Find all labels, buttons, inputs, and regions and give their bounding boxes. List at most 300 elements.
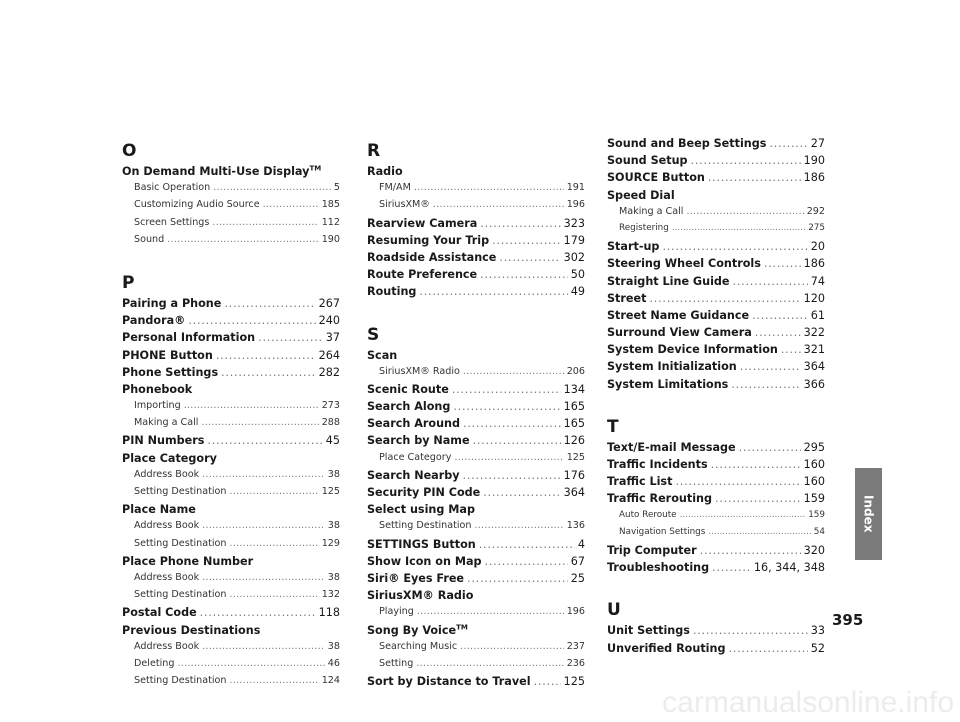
entry-title bbox=[367, 624, 468, 637]
entry-title bbox=[607, 458, 708, 471]
dot-leader bbox=[769, 137, 807, 150]
page-reference: 165 bbox=[563, 417, 585, 431]
index-entry bbox=[607, 171, 825, 188]
section-spacer bbox=[607, 578, 825, 596]
index-subentry bbox=[122, 572, 340, 589]
entry-title-text: Personal Information bbox=[122, 331, 256, 345]
entry-title bbox=[367, 555, 482, 568]
entry-title-text: Start-up bbox=[607, 240, 660, 254]
page-reference: 125 bbox=[563, 675, 585, 689]
entry-title-text: Resuming Your Trip bbox=[367, 233, 490, 247]
page-reference: 364 bbox=[563, 486, 585, 499]
page-reference: 16, 344, 348 bbox=[753, 561, 825, 575]
entry-title-text: Setting Destination bbox=[134, 486, 227, 497]
entry-title bbox=[367, 251, 496, 264]
index-subentry bbox=[607, 527, 825, 544]
entry-title bbox=[134, 234, 164, 245]
entry-title bbox=[134, 658, 174, 669]
entry-title bbox=[134, 641, 199, 652]
index-entry bbox=[607, 137, 825, 154]
page-reference: 322 bbox=[803, 326, 825, 340]
index-heading bbox=[122, 555, 340, 572]
index-entry bbox=[607, 240, 825, 257]
dot-leader bbox=[739, 441, 801, 454]
index-heading bbox=[122, 383, 340, 400]
dot-leader bbox=[649, 292, 800, 305]
entry-title bbox=[379, 199, 430, 210]
entry-title bbox=[379, 520, 471, 531]
dot-leader bbox=[216, 349, 316, 362]
entry-title-text: Address Book bbox=[134, 571, 200, 583]
entry-title-text: SOURCE Button bbox=[607, 171, 705, 185]
dot-leader bbox=[731, 378, 800, 391]
entry-title-text: Search Around bbox=[367, 417, 461, 431]
dot-leader bbox=[480, 268, 568, 281]
index-entry bbox=[367, 251, 585, 268]
page-reference: 292 bbox=[806, 205, 825, 217]
entry-title-text: Security PIN Code bbox=[367, 486, 481, 499]
entry-title bbox=[122, 606, 197, 619]
index-heading bbox=[367, 165, 585, 182]
entry-title bbox=[134, 486, 226, 497]
index-entry bbox=[607, 292, 825, 309]
entry-title-text: Show Icon on Map bbox=[367, 554, 482, 568]
entry-title-text: Place Name bbox=[122, 503, 196, 517]
page-reference: 125 bbox=[566, 451, 585, 463]
entry-title-text: Radio bbox=[367, 165, 403, 178]
index-subentry bbox=[122, 469, 340, 486]
entry-title-text: Making a Call bbox=[134, 417, 199, 429]
page-reference: 38 bbox=[327, 640, 340, 652]
index-entry bbox=[122, 297, 340, 314]
entry-title-text: Speed Dial bbox=[607, 188, 675, 202]
index-column-1 bbox=[122, 137, 340, 692]
entry-title bbox=[367, 503, 475, 516]
entry-title bbox=[607, 492, 712, 505]
dot-leader bbox=[700, 544, 801, 557]
page-reference: 320 bbox=[803, 543, 825, 557]
section-spacer bbox=[367, 303, 585, 321]
dot-leader bbox=[691, 154, 801, 167]
entry-title bbox=[379, 641, 457, 652]
dot-leader bbox=[229, 589, 318, 600]
entry-title-text: Registering bbox=[619, 222, 669, 233]
dot-leader bbox=[662, 240, 807, 253]
entry-title bbox=[134, 182, 210, 193]
page-reference: 186 bbox=[803, 257, 825, 271]
entry-title bbox=[367, 469, 460, 482]
dot-leader bbox=[708, 171, 801, 184]
entry-title bbox=[122, 349, 213, 362]
entry-title-text: Steering Wheel Controls bbox=[607, 257, 761, 271]
index-heading bbox=[367, 589, 585, 606]
entry-title-text: Setting bbox=[379, 657, 414, 669]
index-entry bbox=[607, 475, 825, 492]
dot-leader bbox=[258, 331, 323, 344]
index-entry bbox=[122, 314, 340, 331]
dot-leader bbox=[755, 326, 801, 339]
entry-title-text: Navigation Settings bbox=[619, 526, 706, 537]
dot-leader bbox=[202, 469, 325, 480]
page-reference: 196 bbox=[566, 199, 585, 211]
page-reference: 4 bbox=[577, 537, 585, 551]
entry-title-text: Address Book bbox=[134, 640, 200, 652]
index-entry bbox=[122, 606, 340, 623]
dot-leader bbox=[202, 641, 325, 652]
index-heading bbox=[122, 452, 340, 469]
entry-title bbox=[367, 486, 480, 499]
index-heading bbox=[122, 503, 340, 520]
dot-leader bbox=[499, 251, 560, 264]
entry-title-text: Song By Voice bbox=[367, 623, 457, 637]
entry-title bbox=[134, 417, 198, 428]
dot-leader bbox=[414, 182, 564, 193]
entry-title-text: SiriusXM® bbox=[379, 199, 430, 211]
entry-title-text: Route Preference bbox=[367, 268, 478, 282]
page-reference: 176 bbox=[563, 468, 585, 482]
entry-title bbox=[607, 343, 778, 356]
page-reference: 196 bbox=[566, 606, 585, 618]
index-subentry bbox=[122, 182, 340, 199]
index-entry bbox=[367, 285, 585, 302]
page-reference: 288 bbox=[321, 417, 340, 429]
index-subentry bbox=[367, 182, 585, 199]
page-reference: 185 bbox=[321, 199, 340, 211]
entry-title bbox=[367, 349, 397, 362]
entry-title bbox=[122, 331, 255, 344]
entry-title-text: Making a Call bbox=[619, 205, 684, 217]
entry-title-text: Phone Settings bbox=[122, 365, 219, 379]
page-reference: 191 bbox=[566, 182, 585, 194]
index-heading bbox=[367, 503, 585, 520]
page-reference: 129 bbox=[321, 537, 340, 549]
page-reference: 160 bbox=[803, 458, 825, 471]
entry-title bbox=[607, 360, 737, 373]
entry-title-text: Auto Reroute bbox=[619, 509, 677, 520]
dot-leader bbox=[715, 492, 801, 505]
entry-title-text: Traffic List bbox=[607, 475, 673, 489]
index-subentry bbox=[367, 520, 585, 537]
dot-leader bbox=[416, 658, 563, 669]
page-reference: 46 bbox=[327, 657, 340, 669]
index-subentry bbox=[122, 641, 340, 658]
entry-title-text: Scan bbox=[367, 348, 398, 362]
dot-leader bbox=[463, 366, 564, 377]
dot-leader bbox=[224, 297, 315, 310]
index-heading bbox=[367, 624, 585, 641]
entry-title-text: Straight Line Guide bbox=[607, 274, 730, 288]
entry-title bbox=[607, 275, 730, 288]
entry-title bbox=[134, 469, 199, 480]
entry-title-text: Customizing Audio Source bbox=[134, 199, 260, 211]
index-subentry bbox=[122, 658, 340, 675]
page-reference: 38 bbox=[327, 520, 340, 532]
index-entry bbox=[367, 434, 585, 451]
dot-leader bbox=[693, 624, 808, 637]
entry-title bbox=[367, 217, 477, 230]
index-entry bbox=[607, 326, 825, 343]
entry-title bbox=[619, 527, 705, 537]
entry-title-text: Routing bbox=[367, 285, 417, 299]
index-entry bbox=[607, 378, 825, 395]
entry-title-text: Searching Music bbox=[379, 640, 458, 652]
index-entry bbox=[122, 366, 340, 383]
entry-title bbox=[619, 223, 669, 233]
index-tab-label: Index bbox=[861, 495, 876, 533]
index-entry bbox=[367, 486, 585, 503]
entry-title bbox=[607, 642, 726, 655]
dot-leader bbox=[229, 675, 318, 686]
dot-leader bbox=[212, 217, 318, 228]
entry-title bbox=[619, 206, 683, 217]
page-reference: 38 bbox=[327, 571, 340, 583]
entry-title bbox=[607, 441, 736, 454]
section-letter: P bbox=[122, 272, 135, 293]
dot-leader bbox=[467, 572, 568, 585]
page-reference: 118 bbox=[318, 606, 340, 620]
page-reference: 323 bbox=[563, 216, 585, 230]
dot-leader bbox=[184, 400, 319, 411]
index-entry bbox=[607, 343, 825, 360]
entry-title-text: Sort by Distance to Travel bbox=[367, 675, 531, 689]
dot-leader bbox=[454, 452, 563, 463]
page-reference: 38 bbox=[327, 468, 340, 480]
entry-title-text: Address Book bbox=[134, 520, 200, 532]
entry-title bbox=[607, 137, 766, 150]
index-subentry bbox=[122, 675, 340, 692]
page-reference: 120 bbox=[803, 291, 825, 305]
entry-title bbox=[607, 171, 705, 184]
entry-title bbox=[607, 257, 761, 270]
index-subentry bbox=[122, 538, 340, 555]
page-reference: 190 bbox=[803, 154, 825, 168]
entry-title-text: Setting Destination bbox=[134, 589, 227, 601]
page-reference: 165 bbox=[563, 400, 585, 414]
dot-leader bbox=[473, 434, 561, 447]
entry-title bbox=[607, 624, 690, 637]
entry-title bbox=[367, 165, 403, 178]
page-reference: 37 bbox=[325, 331, 340, 345]
page-reference: 126 bbox=[563, 434, 585, 448]
entry-title-text: PIN Numbers bbox=[122, 434, 205, 448]
section-letter: T bbox=[607, 416, 619, 437]
index-entry bbox=[367, 469, 585, 486]
dot-leader bbox=[188, 314, 315, 327]
entry-title-text: System Device Information bbox=[607, 343, 778, 357]
page-reference: 273 bbox=[321, 400, 340, 412]
index-entry bbox=[607, 561, 825, 578]
index-subentry bbox=[367, 199, 585, 216]
entry-title bbox=[367, 538, 476, 551]
entry-title-text: Screen Settings bbox=[134, 216, 210, 228]
index-entry bbox=[367, 383, 585, 400]
entry-title-text: Siri® Eyes Free bbox=[367, 571, 465, 585]
entry-title bbox=[367, 400, 450, 413]
entry-title bbox=[134, 572, 199, 583]
index-subentry bbox=[122, 417, 340, 434]
page-reference: 27 bbox=[810, 137, 825, 150]
dot-leader bbox=[534, 675, 561, 688]
entry-title-text: Troubleshooting bbox=[607, 561, 710, 575]
entry-title bbox=[379, 366, 460, 377]
entry-title-text: Place Phone Number bbox=[122, 554, 254, 568]
page-reference: 302 bbox=[563, 250, 585, 264]
entry-title bbox=[607, 475, 672, 488]
entry-title bbox=[134, 675, 226, 686]
index-column-2 bbox=[367, 137, 585, 692]
page-reference: 124 bbox=[321, 675, 340, 687]
entry-title bbox=[134, 217, 209, 228]
dot-leader bbox=[200, 606, 316, 619]
entry-title-text: Text/E-mail Message bbox=[607, 440, 736, 454]
page-reference: 236 bbox=[566, 657, 585, 669]
entry-title-text: Importing bbox=[134, 400, 181, 412]
entry-title-text: Search Nearby bbox=[367, 468, 460, 482]
entry-title bbox=[367, 417, 460, 430]
page-reference: 275 bbox=[808, 222, 825, 233]
index-entry bbox=[367, 572, 585, 589]
dot-leader bbox=[213, 182, 331, 193]
index-subentry bbox=[367, 452, 585, 469]
index-entry bbox=[607, 309, 825, 326]
index-entry bbox=[607, 360, 825, 377]
dot-leader bbox=[229, 538, 318, 549]
entry-title bbox=[122, 165, 321, 178]
index-subentry bbox=[122, 199, 340, 216]
page-reference: 240 bbox=[318, 314, 340, 328]
entry-title-text: On Demand Multi-Use Display bbox=[122, 165, 310, 178]
page-reference: 159 bbox=[808, 509, 825, 520]
page-reference: 125 bbox=[321, 486, 340, 497]
dot-leader bbox=[764, 257, 801, 270]
entry-title-text: Sound and Beep Settings bbox=[607, 137, 767, 150]
dot-leader bbox=[201, 417, 318, 428]
entry-title bbox=[122, 624, 260, 637]
entry-title bbox=[607, 189, 675, 202]
page-reference: 206 bbox=[566, 365, 585, 377]
page-reference: 160 bbox=[803, 475, 825, 489]
page-reference: 33 bbox=[810, 624, 825, 638]
entry-title bbox=[379, 182, 411, 193]
dot-leader bbox=[463, 417, 561, 430]
page-reference: 134 bbox=[563, 382, 585, 396]
dot-leader bbox=[672, 223, 805, 233]
entry-title-text: Previous Destinations bbox=[122, 623, 261, 637]
page-reference: 74 bbox=[810, 274, 825, 288]
dot-leader bbox=[485, 555, 568, 568]
index-entry bbox=[367, 675, 585, 692]
entry-title bbox=[367, 234, 489, 247]
index-entry bbox=[367, 538, 585, 555]
entry-title bbox=[122, 555, 253, 568]
index-subentry bbox=[122, 520, 340, 537]
entry-title bbox=[607, 309, 749, 322]
entry-title bbox=[367, 589, 473, 602]
index-subentry bbox=[367, 641, 585, 658]
entry-title-text: Deleting bbox=[134, 657, 175, 669]
index-entry bbox=[367, 234, 585, 251]
entry-title bbox=[379, 452, 451, 463]
entry-title-text: Setting Destination bbox=[379, 520, 472, 532]
entry-title-text: SETTINGS Button bbox=[367, 537, 476, 551]
entry-title-text: Pairing a Phone bbox=[122, 296, 222, 310]
entry-title-text: Select using Map bbox=[367, 503, 475, 517]
page-reference: 25 bbox=[570, 571, 585, 585]
page-reference: 5 bbox=[333, 182, 340, 194]
dot-leader bbox=[202, 572, 325, 583]
index-entry bbox=[122, 434, 340, 451]
index-entry bbox=[367, 217, 585, 234]
entry-title bbox=[367, 434, 470, 447]
index-entry bbox=[367, 400, 585, 417]
entry-title bbox=[367, 675, 531, 688]
dot-leader bbox=[729, 642, 808, 655]
entry-title bbox=[607, 544, 697, 557]
entry-title bbox=[619, 510, 677, 520]
page-reference: 364 bbox=[803, 360, 825, 374]
entry-title bbox=[607, 240, 659, 253]
index-subentry bbox=[122, 234, 340, 251]
entry-title-text: Address Book bbox=[134, 468, 200, 480]
dot-leader bbox=[417, 606, 564, 617]
index-entry bbox=[122, 349, 340, 366]
entry-title bbox=[134, 400, 181, 411]
index-entry bbox=[607, 492, 825, 509]
section-spacer bbox=[122, 251, 340, 269]
section-letter: S bbox=[367, 324, 380, 345]
page-reference: 45 bbox=[325, 434, 340, 448]
entry-title-text: Street Name Guidance bbox=[607, 308, 750, 322]
page-reference: 267 bbox=[318, 296, 340, 310]
index-entry bbox=[607, 275, 825, 292]
dot-leader bbox=[433, 199, 564, 210]
entry-title bbox=[379, 606, 414, 617]
entry-title-text: Postal Code bbox=[122, 606, 197, 620]
watermark: carmanualsonline.info bbox=[662, 686, 954, 719]
entry-title bbox=[122, 383, 192, 396]
entry-title-text: Trip Computer bbox=[607, 543, 697, 557]
dot-leader bbox=[207, 434, 322, 447]
index-subentry bbox=[367, 658, 585, 675]
entry-title-text: Roadside Assistance bbox=[367, 250, 497, 264]
page-reference: 179 bbox=[563, 233, 585, 247]
index-entry bbox=[607, 624, 825, 641]
index-subentry bbox=[607, 510, 825, 527]
dot-leader bbox=[453, 400, 560, 413]
entry-title bbox=[607, 378, 728, 391]
page-reference: 112 bbox=[321, 216, 340, 228]
dot-leader bbox=[686, 206, 803, 217]
entry-title-text: Street bbox=[607, 291, 647, 305]
entry-title bbox=[367, 572, 464, 585]
index-entry bbox=[607, 544, 825, 561]
entry-title bbox=[122, 452, 217, 465]
dot-leader bbox=[752, 309, 808, 322]
page-reference: 282 bbox=[318, 365, 340, 379]
dot-leader bbox=[781, 343, 801, 356]
entry-title bbox=[134, 589, 226, 600]
page-reference: 264 bbox=[318, 348, 340, 362]
dot-leader bbox=[460, 641, 564, 652]
entry-title bbox=[607, 326, 752, 339]
dot-leader bbox=[483, 486, 560, 499]
index-entry bbox=[607, 458, 825, 475]
entry-title-text: Sound bbox=[134, 233, 165, 245]
index-entry bbox=[367, 417, 585, 434]
page-reference: 321 bbox=[803, 343, 825, 357]
dot-leader bbox=[711, 458, 801, 471]
entry-title bbox=[122, 366, 218, 379]
